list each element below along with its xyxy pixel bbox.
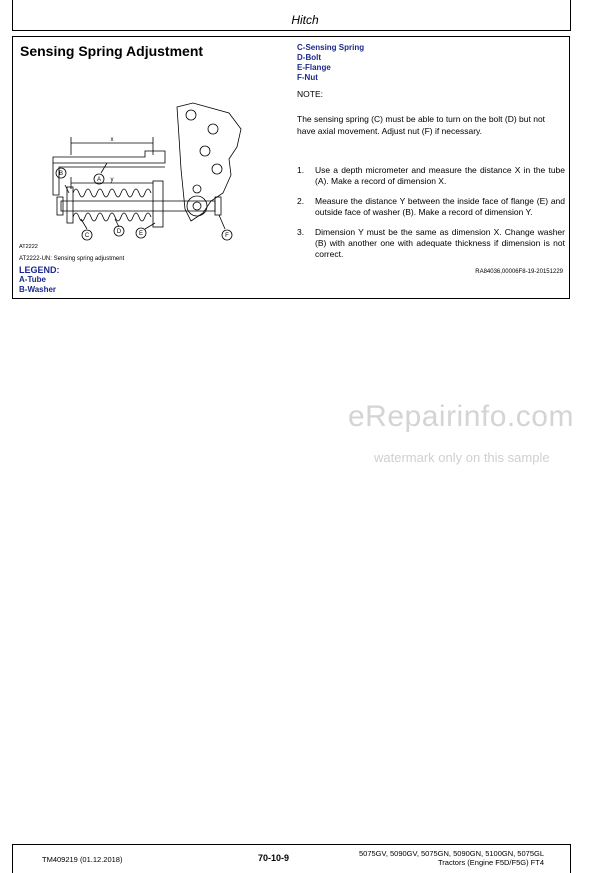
footer-rule <box>13 844 571 845</box>
legend-right <box>297 43 364 83</box>
footer-tick-right <box>570 844 571 873</box>
bolt-eye <box>187 196 207 216</box>
bracket-hole <box>212 164 222 174</box>
flange-e <box>153 181 163 227</box>
legend-item: B-Washer <box>19 285 57 294</box>
washer-b <box>67 187 73 223</box>
bracket-hole <box>200 146 210 156</box>
header-rule <box>13 30 571 31</box>
legend-item: A-Tube <box>19 275 46 284</box>
step-list <box>297 165 565 269</box>
bracket-outline <box>177 103 241 221</box>
legend-title: LEGEND: <box>19 265 60 275</box>
footer-model-list: 5075GV, 5090GV, 5075GN, 5090GN, 5100GN, 5075GL <box>359 849 544 858</box>
callout-a-label: A <box>96 177 102 183</box>
callout-e-label: E <box>138 231 144 237</box>
note-text: The sensing spring (C) must be able to turn on the bolt (D) but not have axial movement. Adjust nut (F) if necessary. <box>297 114 546 136</box>
bracket-hole <box>186 110 196 120</box>
step-number: 2. <box>297 196 305 206</box>
bolt-d <box>61 201 215 211</box>
step-text: Use a depth micrometer and measure the distance X in the tube (A). Make a record of dimension X. <box>315 165 565 186</box>
step-text: Measure the distance Y between the inside face of flange (E) and outside face of washer (B). Make a record of dimension Y. <box>315 196 565 217</box>
step-number: 1. <box>297 165 305 175</box>
watermark-site: eRepairinfo.com <box>348 400 574 433</box>
callout-d-label: D <box>116 229 122 235</box>
footer-models <box>359 849 544 867</box>
figure-id: AT2222 <box>19 244 38 250</box>
watermark-note: watermark only on this sample <box>374 450 550 465</box>
legend-item: C-Sensing Spring <box>297 43 365 52</box>
callout-c-label: C <box>84 233 90 239</box>
bracket-hole <box>208 124 218 134</box>
nut-f <box>215 197 221 215</box>
legend-left <box>19 265 60 295</box>
step-item <box>297 196 565 218</box>
footer-doc-number: TM409219 (01.12.2018) <box>42 855 123 864</box>
sensing-spring-drawing <box>15 89 291 279</box>
page-title: Sensing Spring Adjustment <box>20 43 204 59</box>
callout-b-label: B <box>58 171 64 177</box>
note-label: NOTE: <box>297 89 323 99</box>
step-item <box>297 227 565 260</box>
legend-item: D-Bolt <box>297 53 321 62</box>
reference-code: RA84036,00006F8-19-20151229 <box>475 269 563 275</box>
procedure-panel <box>12 36 570 299</box>
footer-engine: Tractors (Engine F5D/F5G) FT4 <box>438 858 544 867</box>
bracket-hole <box>193 185 201 193</box>
figure-caption: AT2222-UN: Sensing spring adjustment <box>19 256 125 262</box>
dim-y-label: y <box>110 177 114 183</box>
footer-tick-left <box>12 844 13 873</box>
tube-a <box>53 151 165 163</box>
legend-item: E-Flange <box>297 63 331 72</box>
section-header: Hitch <box>291 13 319 27</box>
legend-item: F-Nut <box>297 73 318 82</box>
spring-c <box>73 189 151 197</box>
footer-page-number: 70-10-9 <box>258 853 290 863</box>
step-item <box>297 165 565 187</box>
callout-f-label: F <box>225 233 229 239</box>
step-text: Dimension Y must be the same as dimension X. Change washer (B) with another one with adequate thickness if dimension is not correct. <box>315 227 565 259</box>
dim-x-label: x <box>110 137 114 143</box>
step-number: 3. <box>297 227 305 237</box>
